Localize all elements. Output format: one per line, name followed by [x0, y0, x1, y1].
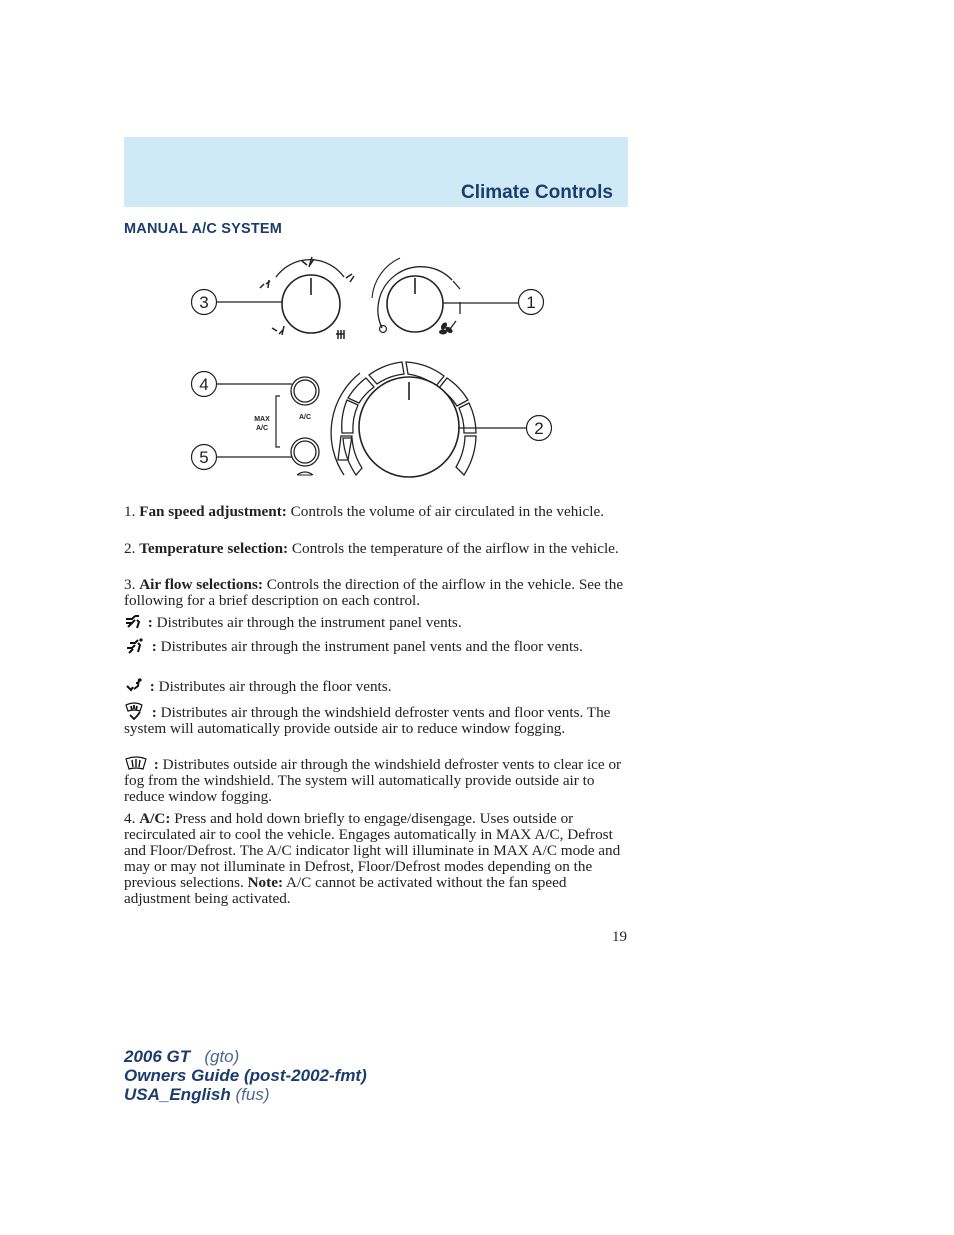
ac-button-label: A/C — [298, 414, 312, 421]
ac-description: 4. A/C: Press and hold down briefly to engage/disengage. Uses outside or recirculated air to cool the vehicle. Engages automatically in MAX A/C, Defrost and Floor/Defrost. The A/C indicator light will illuminate in MAX A/C mode and may or may not illuminate in Defrost, Floor/Defrost modes depending on the previous selections. Note: A/C cannot be activated without the fan speed adjustment being activated. — [124, 810, 621, 907]
ac-button — [291, 377, 319, 405]
mode-defrost: : Distributes outside air through the windshield defroster vents to clear ice or fog from the windshield. The system will automatically provide outside air to reduce window fogging. — [124, 756, 622, 805]
control-list-3 — [124, 577, 630, 609]
climate-control-diagram — [184, 250, 554, 486]
section-heading: MANUAL A/C SYSTEM — [124, 221, 283, 237]
page-title: Climate Controls — [460, 182, 613, 203]
fan-speed-knob — [372, 258, 460, 333]
defrost-icon — [124, 756, 148, 772]
callout-1: 1 — [526, 293, 536, 312]
document-footer: 2006 GT (gto) Owners Guide (post-2002-fmt) USA_English (fus) — [124, 1047, 367, 1104]
list-item: 3. Air flow selections: Controls the direction of the airflow in the vehicle. See the following for a brief description on each control. — [124, 576, 624, 609]
mode-panel-floor: : Distributes air through the instrument panel vents and the floor vents. — [124, 638, 630, 655]
max-ac-label-line1: MAX — [254, 416, 270, 423]
mode-floor: : Distributes air through the floor vents. — [124, 678, 630, 695]
floor-defrost-icon — [124, 702, 146, 720]
airflow-knob — [276, 260, 344, 333]
callout-2: 2 — [534, 419, 544, 438]
control-list-1 — [124, 504, 630, 520]
page-number: 19 — [612, 929, 627, 945]
mode-panel: : Distributes air through the instrument panel vents. — [124, 614, 630, 631]
callout-5: 5 — [199, 448, 209, 467]
list-item: 2. Temperature selection: Controls the temperature of the airflow in the vehicle. — [124, 540, 619, 557]
callout-4: 4 — [199, 375, 209, 394]
max-ac-label-line2: A/C — [255, 425, 269, 432]
callout-3: 3 — [199, 293, 209, 312]
mode-floor-defrost: : Distributes air through the windshield defroster vents and floor vents. The system will automatically provide outside air to reduce window fogging. — [124, 704, 611, 737]
header-band — [124, 137, 628, 207]
floor-vent-icon — [124, 678, 144, 694]
panel-floor-icon — [124, 638, 146, 654]
temperature-knob — [331, 362, 476, 477]
max-ac-bracket — [276, 396, 280, 447]
control-list-2 — [124, 541, 630, 557]
panel-vent-icon — [124, 614, 142, 630]
list-item: 1. Fan speed adjustment: Controls the volume of air circulated in the vehicle. — [124, 503, 605, 520]
recirculation-button — [291, 438, 319, 475]
